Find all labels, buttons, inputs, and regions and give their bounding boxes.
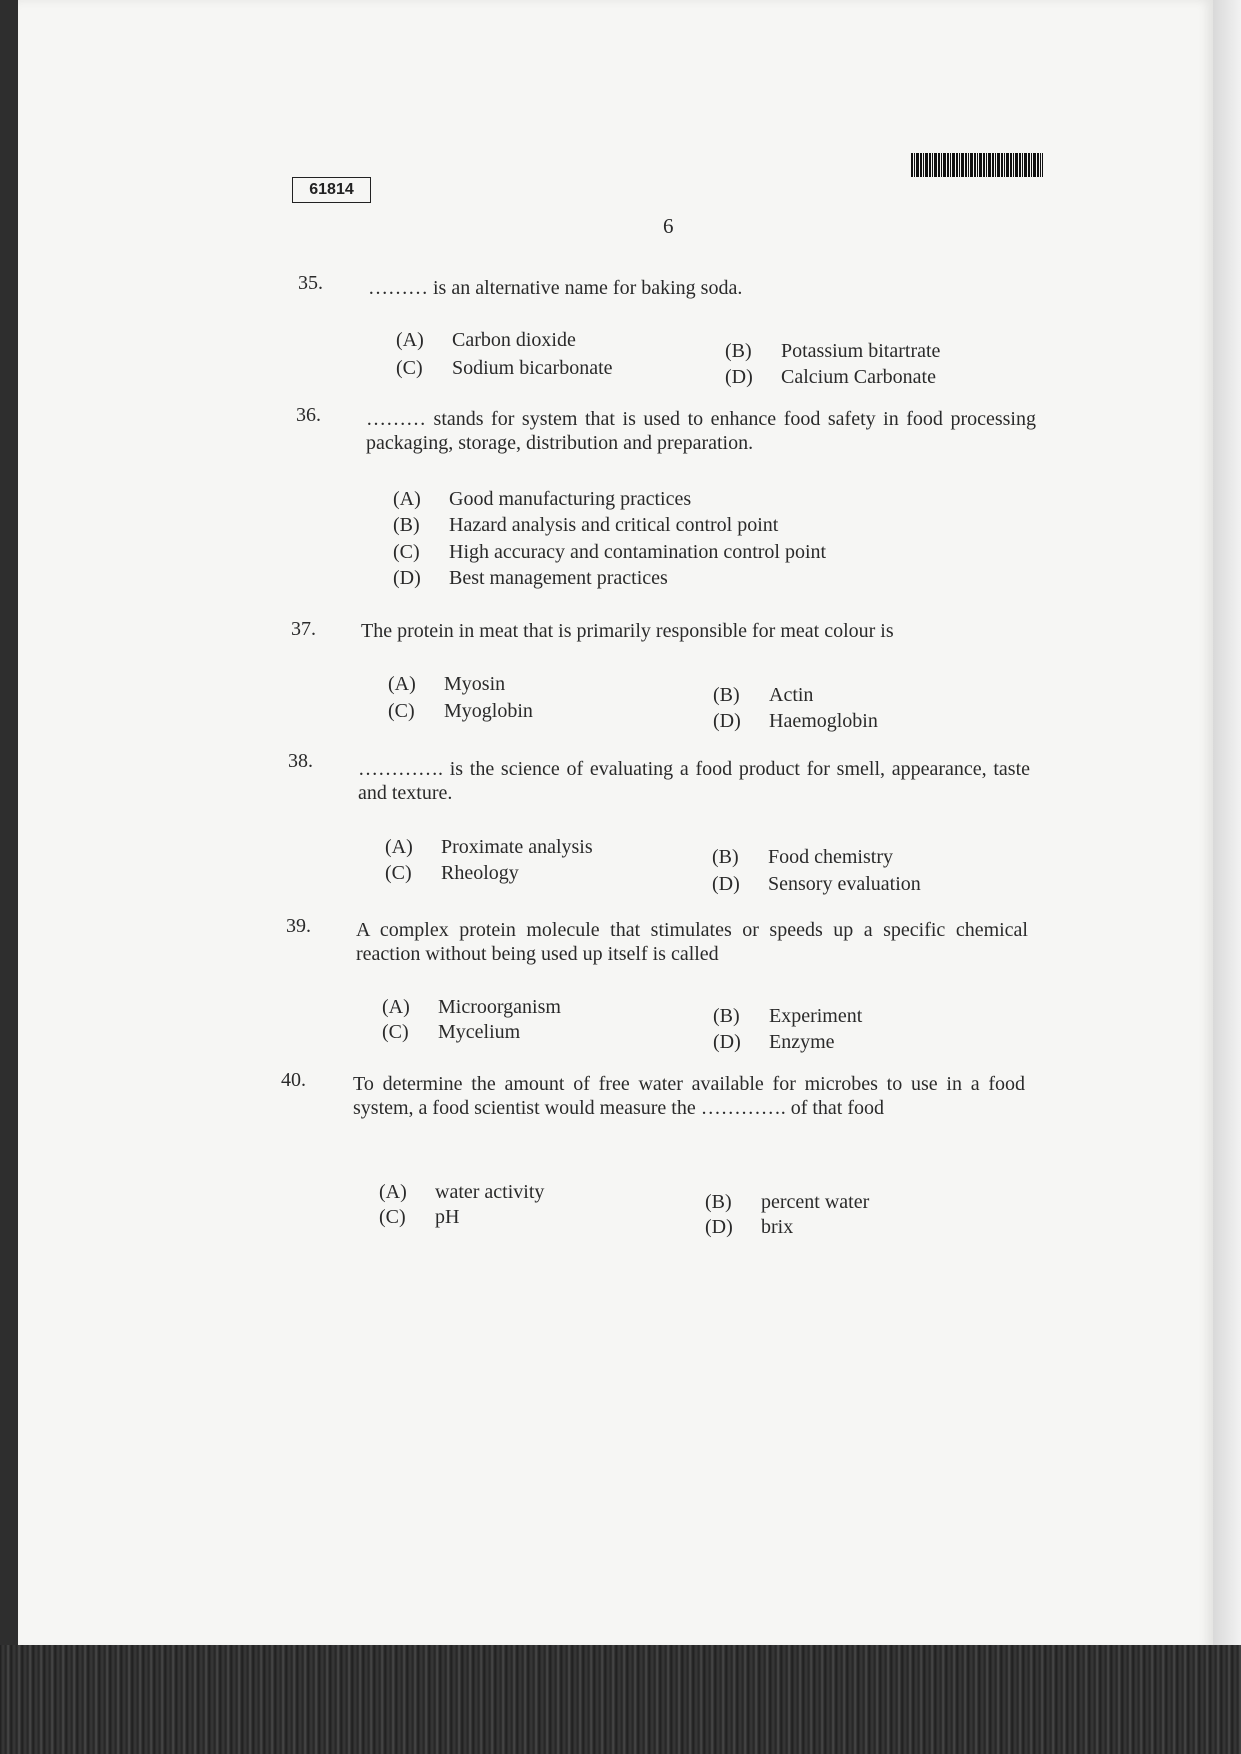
question-number: 37. [291, 618, 316, 640]
option-a: (A) Myosin [388, 673, 506, 695]
option-b: (B) percent water [705, 1191, 870, 1213]
option-b: (B) Potassium bitartrate [725, 340, 941, 362]
option-a: (A) Good manufacturing practices [393, 488, 692, 510]
option-a: (A) Microorganism [382, 996, 561, 1018]
question-text: ……… is an alternative name for baking soda. [368, 277, 743, 299]
option-b: (B) Hazard analysis and critical control point [393, 514, 779, 536]
scan-bottom-border [0, 1645, 1241, 1754]
option-d: (D) brix [705, 1216, 794, 1238]
paper-sheet [18, 0, 1213, 1650]
scan-edge [1213, 0, 1241, 1650]
question-number: 39. [286, 915, 311, 937]
question-text: To determine the amount of free water available for microbes to use in a food system, a food scientist would measure the …………. of that food [353, 1073, 1025, 1119]
option-d: (D) Best management practices [393, 567, 668, 589]
option-a: (A) Proximate analysis [385, 836, 593, 858]
option-c: (C) High accuracy and contamination control point [393, 541, 827, 563]
option-d: (D) Enzyme [713, 1031, 835, 1053]
question-number: 36. [296, 404, 321, 426]
option-c: (C) Rheology [385, 862, 519, 884]
barcode [911, 153, 1043, 177]
page-number: 6 [663, 214, 674, 238]
option-b: (B) Experiment [713, 1005, 863, 1027]
question-number: 40. [281, 1069, 306, 1091]
question-number: 38. [288, 750, 313, 772]
question-text: A complex protein molecule that stimulates or speeds up a specific chemical reaction without being used up itself is called [356, 919, 1028, 965]
question-number: 35. [298, 272, 323, 294]
question-text: ……… stands for system that is used to enhance food safety in food processing packaging, storage, distribution and preparation. [366, 408, 1036, 454]
option-c: (C) Mycelium [382, 1021, 521, 1043]
option-a: (A) water activity [379, 1181, 545, 1203]
option-c: (C) pH [379, 1206, 460, 1228]
option-d: (D) Sensory evaluation [712, 873, 921, 895]
option-d: (D) Haemoglobin [713, 710, 878, 732]
question-text: …………. is the science of evaluating a food product for smell, appearance, taste and texture. [358, 758, 1030, 804]
option-a: (A) Carbon dioxide [396, 329, 576, 351]
question-text: The protein in meat that is primarily responsible for meat colour is [361, 620, 894, 642]
option-b: (B) Food chemistry [712, 846, 893, 868]
option-c: (C) Sodium bicarbonate [396, 357, 613, 379]
paper-code-box: 61814 [292, 177, 371, 203]
option-b: (B) Actin [713, 684, 814, 706]
option-c: (C) Myoglobin [388, 700, 533, 722]
option-d: (D) Calcium Carbonate [725, 366, 936, 388]
